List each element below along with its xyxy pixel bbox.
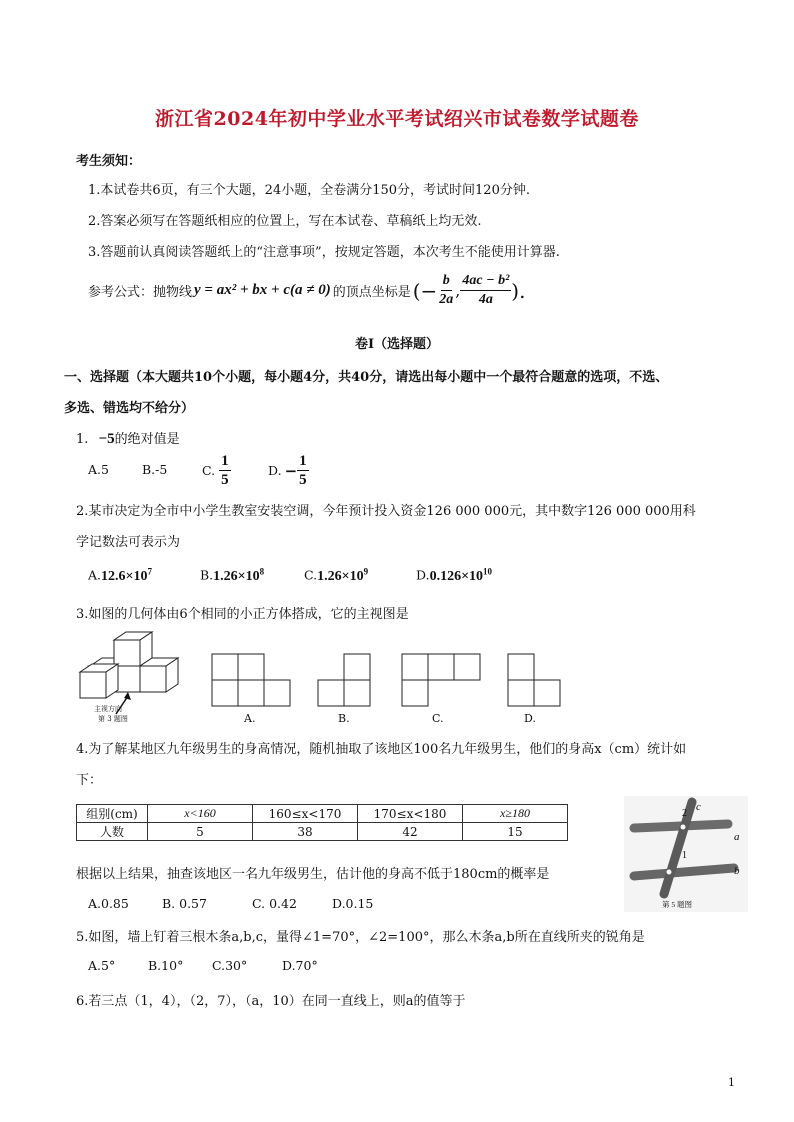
table-header-cell: x<160 — [148, 805, 253, 823]
page-number: 1 — [728, 1076, 735, 1089]
notice-item-2: 2.答案必须写在答题纸相应的位置上，写在本试卷、草稿纸上均无效. — [88, 214, 482, 229]
q1-option-c — [202, 452, 231, 489]
q1-option-d-fraction — [297, 452, 309, 489]
q3-option-c-figure — [400, 652, 484, 710]
formula-equation: y = ax² + bx + c(a ≠ 0) — [194, 282, 331, 298]
q2-line2: 学记数法可表示为 — [76, 535, 181, 550]
q2-c-label: C. — [304, 567, 318, 583]
section-heading-line2: 多选、错选均不给分） — [64, 401, 195, 416]
table-header-cell: x≥180 — [463, 805, 568, 823]
q5-figure — [624, 796, 748, 912]
q2-a-label: A. — [88, 567, 102, 583]
q4-question: 根据以上结果，抽查该地区一名九年级男生，估计他的身高不低于180cm的概率是 — [76, 867, 550, 882]
q3-option-a-label: A. — [244, 712, 256, 725]
q4-option-b: B. 0.57 — [162, 896, 207, 911]
q4-line2: 下： — [76, 773, 103, 788]
notice-item-3: 3.答题前认真阅读答题纸上的“注意事项”，按规定答题，本次考生不能使用计算器. — [88, 245, 560, 260]
q1-d-sign: − — [284, 461, 298, 480]
table-cell: 5 — [148, 823, 253, 841]
q1-option-c-label: C. — [202, 463, 216, 478]
q3-view-direction-label: 主视方向 — [94, 705, 122, 713]
vertex-x-fraction — [437, 272, 455, 309]
vertex-x-denominator: 2a — [439, 292, 454, 307]
q2-option-c — [304, 566, 368, 585]
q3-option-a-figure — [210, 652, 294, 710]
volume-title: 卷Ⅰ（选择题） — [354, 337, 440, 352]
table-cell: 42 — [358, 823, 463, 841]
vertex-y-numerator: 4ac − b² — [460, 272, 511, 291]
q5-label-c: c — [696, 801, 701, 813]
table-header-cell: 170≤x<180 — [358, 805, 463, 823]
q5-option-a: A.5° — [88, 958, 116, 973]
table-cell: 人数 — [77, 823, 148, 841]
q3-figure-caption: 第 3 题图 — [98, 715, 128, 723]
q3-option-b-label: B. — [338, 712, 350, 725]
q1-option-b: B.-5 — [142, 462, 168, 477]
notice-heading: 考生须知： — [76, 154, 142, 169]
q4-option-a: A.0.85 — [88, 896, 129, 911]
vertex-y-denominator: 4a — [478, 292, 493, 307]
q2-b-label: B. — [200, 567, 214, 583]
table-cell: 15 — [463, 823, 568, 841]
q5-label-a: a — [734, 831, 740, 843]
q3-option-b-figure — [316, 652, 376, 710]
q3-option-d-figure — [506, 652, 566, 710]
question-1 — [76, 428, 180, 448]
q1-option-a: A.5 — [88, 462, 109, 477]
q2-d-base: 0.126×10 — [429, 568, 484, 584]
q3-option-d-label: D. — [524, 712, 536, 725]
table-cell: 38 — [253, 823, 358, 841]
reference-formula: 参考公式：抛物线 y = ax² + bx + c(a ≠ 0) 的顶点坐标是 (− $\frac{b}{2a}$ , $\frac{\text{4ac − b²}}{4a}$ ). — [88, 273, 526, 307]
q2-b-exp: 8 — [259, 566, 265, 576]
q1-text: 的绝对值是 — [114, 432, 180, 447]
q1-number: 1. — [76, 432, 89, 447]
q2-a-base: 12.6×10 — [101, 568, 148, 584]
notice-item-1: 1.本试卷共6页，有三个大题，24小题，全卷满分150分，考试时间120分钟. — [88, 183, 530, 198]
q3-cube-figure — [76, 630, 188, 726]
section-heading-line1: 一、选择题（本大题共10个小题，每小题4分，共40分，请选出每小题中一个最符合题意的选项，不选、 — [64, 370, 669, 385]
q1-c-denominator: 5 — [221, 472, 229, 488]
table-row — [77, 805, 568, 823]
table-row — [77, 823, 568, 841]
q5-label-1: 1 — [682, 850, 687, 861]
q5-option-d: D.70° — [282, 958, 318, 973]
vertex-y-fraction — [460, 272, 511, 309]
q2-option-d — [416, 566, 492, 585]
q2-b-base: 1.26×10 — [213, 568, 260, 584]
q6-text: 6.若三点（1，4），（2，7），（a，10）在同一直线上，则a的值等于 — [76, 994, 466, 1009]
q2-option-b — [200, 566, 264, 585]
q5-text: 5.如图，墙上钉着三根木条a,b,c，量得∠1=70°，∠2=100°，那么木条a,b所在直线所夹的锐角是 — [76, 930, 645, 945]
q5-label-2: 2 — [682, 808, 687, 819]
q2-c-base: 1.26×10 — [317, 568, 364, 584]
q5-option-b: B.10° — [148, 958, 184, 973]
page-title: 浙江省2024年初中学业水平考试绍兴市试卷数学试题卷 — [155, 108, 639, 130]
vertex-x-numerator: b — [441, 272, 452, 291]
q4-line1: 4.为了解某地区九年级男生的身高情况，随机抽取了该地区100名九年级男生，他们的身高x（cm）统计如 — [76, 742, 687, 757]
formula-prefix: 参考公式：抛物线 — [88, 285, 193, 300]
table-header-cell: 组别(cm) — [77, 805, 148, 823]
q3-text: 3.如图的几何体由6个相同的小正方体搭成，它的主视图是 — [76, 607, 409, 622]
q5-option-c: C.30° — [212, 958, 248, 973]
q2-option-a — [88, 566, 152, 585]
q5-label-b: b — [734, 865, 740, 877]
q2-a-exp: 7 — [147, 566, 152, 576]
q4-option-c: C. 0.42 — [252, 896, 297, 911]
table-header-cell: 160≤x<170 — [253, 805, 358, 823]
q2-d-label: D. — [416, 567, 430, 583]
q1-expression: −5 — [98, 431, 115, 447]
q1-c-numerator: 1 — [221, 453, 229, 469]
q1-d-denominator: 5 — [299, 472, 307, 488]
q3-option-c-label: C. — [432, 712, 444, 725]
q2-line1: 2.某市决定为全市中小学生教室安装空调，今年预计投入资金126 000 000元，其中数字126 000 000用科 — [76, 504, 696, 519]
q4-option-d: D.0.15 — [332, 896, 374, 911]
q1-option-d — [268, 452, 309, 489]
q2-d-exp: 10 — [483, 566, 493, 576]
q5-figure-caption: 第 5 题图 — [662, 900, 692, 909]
q4-stats-table — [76, 804, 568, 841]
q1-d-numerator: 1 — [299, 453, 307, 469]
formula-mid: 的顶点坐标是 — [332, 285, 411, 300]
q2-c-exp: 9 — [363, 566, 369, 576]
q1-option-c-fraction — [219, 452, 231, 489]
q1-option-d-label: D. — [268, 463, 282, 478]
